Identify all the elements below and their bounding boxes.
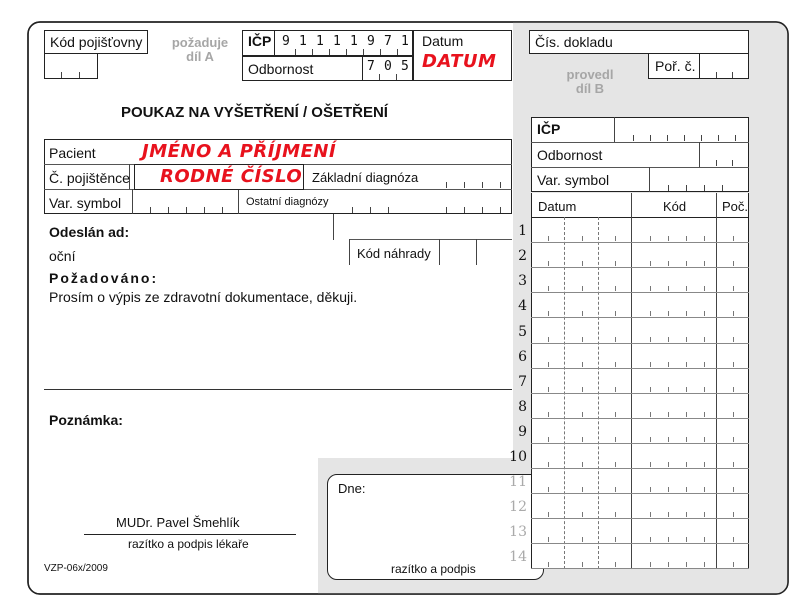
- cell-tick: [686, 311, 687, 316]
- table-header-kod: Kód: [663, 199, 687, 214]
- cell-tick: [704, 512, 705, 517]
- cis-dokladu-label: Čís. dokladu: [535, 34, 613, 50]
- table-row-number: 10: [509, 449, 527, 465]
- table-row-number: 5: [518, 323, 527, 340]
- table-header-poc: Poč.: [722, 199, 749, 214]
- cell-tick: [686, 412, 687, 417]
- cell-tick: [615, 562, 616, 567]
- pozadovano-label: Požadováno:: [49, 270, 159, 286]
- cell-tick: [650, 512, 651, 517]
- cell-tick: [548, 362, 549, 367]
- cell-tick: [686, 487, 687, 492]
- odeslan-ad-value[interactable]: oční: [49, 248, 76, 264]
- cell-tick: [548, 512, 549, 517]
- cell-tick: [582, 387, 583, 392]
- form-title: POUKAZ NA VYŠETŘENÍ / OŠETŘENÍ: [121, 104, 388, 121]
- odbornost-digits: 7 0 5: [367, 59, 409, 74]
- cell-tick: [686, 462, 687, 467]
- signature-line: [84, 534, 296, 535]
- table-row-number: 11: [509, 474, 527, 491]
- table-row[interactable]: [532, 493, 748, 518]
- table-row-number: 1: [518, 223, 527, 240]
- part-b-odbornost-label: Odbornost: [537, 147, 603, 163]
- form-code: VZP-06x/2009: [44, 563, 108, 574]
- pozadovano-divider: [44, 389, 512, 390]
- cell-tick: [733, 512, 734, 517]
- cell-tick: [582, 362, 583, 367]
- table-row-number: 7: [518, 373, 527, 390]
- cell-tick: [582, 337, 583, 342]
- cell-tick: [704, 437, 705, 442]
- part-b-var-symbol-label: Var. symbol: [537, 172, 610, 188]
- cell-tick: [686, 362, 687, 367]
- part-b-icp-label: IČP: [537, 121, 561, 137]
- cell-tick: [686, 286, 687, 291]
- cell-tick: [548, 487, 549, 492]
- table-row[interactable]: [532, 368, 748, 393]
- cell-tick: [650, 537, 651, 542]
- cell-tick: [704, 462, 705, 467]
- table-row[interactable]: [532, 518, 748, 543]
- cell-tick: [733, 236, 734, 241]
- cell-tick: [704, 286, 705, 291]
- odbornost-label: Odbornost: [248, 61, 314, 77]
- cell-tick: [668, 437, 669, 442]
- razitko-podpis-label: razítko a podpis: [391, 562, 476, 576]
- cell-tick: [668, 562, 669, 567]
- cell-tick: [733, 487, 734, 492]
- table-row-number: 6: [518, 348, 527, 365]
- cell-tick: [582, 236, 583, 241]
- table-row[interactable]: [532, 242, 748, 267]
- cell-tick: [668, 537, 669, 542]
- table-row[interactable]: [532, 317, 748, 342]
- cell-tick: [704, 236, 705, 241]
- cell-tick: [582, 261, 583, 266]
- table-row-divider: [531, 568, 749, 569]
- cell-tick: [615, 311, 616, 316]
- razitko-lekare-label: razítko a podpis lékaře: [128, 537, 249, 551]
- datum-label: Datum: [422, 33, 464, 49]
- c-pojistence-value[interactable]: RODNÉ ČÍSLO: [160, 166, 303, 187]
- zakladni-diagnoza-label: Základní diagnóza: [312, 170, 419, 185]
- cell-tick: [615, 337, 616, 342]
- cell-tick: [582, 286, 583, 291]
- table-row-number: 14: [509, 549, 527, 566]
- cell-tick: [668, 311, 669, 316]
- cell-tick: [650, 412, 651, 417]
- table-row[interactable]: [532, 343, 748, 368]
- cell-tick: [733, 562, 734, 567]
- cell-tick: [704, 562, 705, 567]
- cell-tick: [615, 362, 616, 367]
- table-row-number: 4: [518, 298, 527, 315]
- cell-tick: [733, 462, 734, 467]
- cell-tick: [582, 537, 583, 542]
- cell-tick: [548, 337, 549, 342]
- por-c-label: Poř. č.: [655, 58, 696, 74]
- cell-tick: [686, 512, 687, 517]
- pacient-label: Pacient: [49, 145, 96, 161]
- cell-tick: [668, 487, 669, 492]
- cell-tick: [650, 562, 651, 567]
- pozaduje-label: požaduje díl A: [171, 35, 229, 64]
- table-row-number: 2: [518, 248, 527, 265]
- cell-tick: [615, 512, 616, 517]
- cell-tick: [615, 437, 616, 442]
- cell-tick: [650, 387, 651, 392]
- kod-pojistovny-label: Kód pojišťovny: [50, 34, 143, 50]
- cell-tick: [582, 412, 583, 417]
- cell-tick: [548, 236, 549, 241]
- cell-tick: [668, 387, 669, 392]
- cell-tick: [582, 562, 583, 567]
- cell-tick: [615, 387, 616, 392]
- cell-tick: [582, 462, 583, 467]
- cell-tick: [650, 236, 651, 241]
- cell-tick: [650, 337, 651, 342]
- cell-tick: [704, 387, 705, 392]
- icp-digits: 9 1 1 1 1 9 7 1: [282, 34, 409, 49]
- cell-tick: [582, 437, 583, 442]
- cell-tick: [704, 362, 705, 367]
- cell-tick: [615, 487, 616, 492]
- odeslan-ad-label: Odeslán ad:: [49, 224, 130, 240]
- cell-tick: [686, 387, 687, 392]
- cell-tick: [615, 537, 616, 542]
- cell-tick: [548, 562, 549, 567]
- cell-tick: [668, 236, 669, 241]
- table-row[interactable]: [532, 267, 748, 292]
- cell-tick: [615, 286, 616, 291]
- dne-label: Dne:: [338, 481, 366, 496]
- cell-tick: [733, 286, 734, 291]
- table-row-number: 8: [518, 398, 527, 415]
- cell-tick: [686, 437, 687, 442]
- ostatni-diagnozy-label: Ostatní diagnózy: [246, 196, 329, 208]
- cell-tick: [650, 311, 651, 316]
- cell-tick: [650, 462, 651, 467]
- cell-tick: [548, 437, 549, 442]
- pozadovano-text[interactable]: Prosím o výpis ze zdravotní dokumentace, děkuji.: [49, 289, 358, 305]
- cell-tick: [548, 537, 549, 542]
- cell-tick: [704, 487, 705, 492]
- cell-tick: [582, 512, 583, 517]
- doctor-name: MUDr. Pavel Šmehlík: [116, 515, 240, 530]
- cell-tick: [668, 512, 669, 517]
- cell-tick: [668, 462, 669, 467]
- cell-tick: [668, 337, 669, 342]
- table-row[interactable]: [532, 443, 748, 468]
- table-row[interactable]: [532, 468, 748, 493]
- cell-tick: [704, 337, 705, 342]
- cell-tick: [650, 286, 651, 291]
- table-row[interactable]: [532, 393, 748, 418]
- kod-pojistovny-field[interactable]: [44, 53, 98, 79]
- cell-tick: [733, 412, 734, 417]
- table-row-number: 9: [518, 423, 527, 440]
- cell-tick: [668, 261, 669, 266]
- cell-tick: [704, 311, 705, 316]
- cell-tick: [582, 487, 583, 492]
- cell-tick: [615, 462, 616, 467]
- cell-tick: [686, 337, 687, 342]
- cell-tick: [650, 487, 651, 492]
- cell-tick: [686, 261, 687, 266]
- cell-tick: [548, 387, 549, 392]
- cell-tick: [704, 412, 705, 417]
- cell-tick: [686, 562, 687, 567]
- table-row[interactable]: [532, 292, 748, 317]
- var-symbol-label: Var. symbol: [49, 195, 122, 211]
- cell-tick: [650, 261, 651, 266]
- pacient-value[interactable]: JMÉNO A PŘÍJMENÍ: [142, 141, 337, 162]
- cell-tick: [548, 412, 549, 417]
- poznamka-label: Poznámka:: [49, 412, 123, 428]
- table-row-number: 13: [509, 524, 527, 541]
- table-row[interactable]: [532, 543, 748, 568]
- cell-tick: [704, 261, 705, 266]
- cell-tick: [733, 387, 734, 392]
- icp-label: IČP: [248, 33, 272, 49]
- c-pojistence-label: Č. pojištěnce: [49, 170, 130, 186]
- cell-tick: [733, 261, 734, 266]
- table-row-number: 12: [509, 499, 527, 516]
- cell-tick: [668, 286, 669, 291]
- cell-tick: [733, 362, 734, 367]
- cell-tick: [582, 311, 583, 316]
- cell-tick: [733, 311, 734, 316]
- datum-value[interactable]: DATUM: [422, 51, 497, 72]
- cell-tick: [548, 261, 549, 266]
- cell-tick: [650, 437, 651, 442]
- table-header-datum: Datum: [538, 199, 577, 214]
- cell-tick: [686, 236, 687, 241]
- cell-tick: [733, 537, 734, 542]
- cell-tick: [733, 337, 734, 342]
- cell-tick: [668, 362, 669, 367]
- cell-tick: [615, 261, 616, 266]
- table-row[interactable]: [532, 217, 748, 242]
- cell-tick: [548, 462, 549, 467]
- cell-tick: [704, 537, 705, 542]
- cell-tick: [650, 362, 651, 367]
- cell-tick: [668, 412, 669, 417]
- cell-tick: [733, 437, 734, 442]
- cell-tick: [686, 537, 687, 542]
- kod-nahrady-label: Kód náhrady: [357, 246, 431, 261]
- cell-tick: [548, 311, 549, 316]
- cell-tick: [615, 412, 616, 417]
- cell-tick: [615, 236, 616, 241]
- cell-tick: [548, 286, 549, 291]
- provedl-label: provedl díl B: [566, 67, 614, 96]
- table-row[interactable]: [532, 418, 748, 443]
- table-row-number: 3: [518, 273, 527, 290]
